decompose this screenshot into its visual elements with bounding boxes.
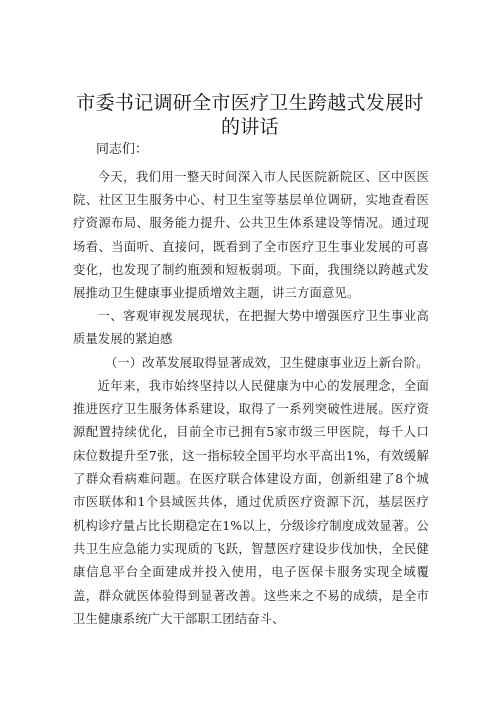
document-body bbox=[73, 166, 429, 631]
subsection-heading-1: （一）改革发展取得显著成效，卫生健康事业迈上新台阶。 bbox=[104, 355, 429, 370]
section-heading-1: 一、客观审视发展现状，在把握大势中增强医疗卫生事业高质量发展的紧迫感 bbox=[73, 309, 429, 347]
salutation: 同志们： bbox=[96, 142, 149, 157]
body-paragraph: 近年来，我市始终坚持以人民健康为中心的发展理念，全面推进医疗卫生服务体系建设，取得了一系列突破性进展。医疗资源配置持续优化，目前全市已拥有5家市级三甲医院，每千人口床位数提升至7张，这一指标较全国平均水平高出1%，有效缓解了群众看病难问题。在医疗联合体建设方面，创新组建了8个城市医联体和1个县域医共体，通过优质医疗资源下沉，基层医疗机构诊疗量占比长期稳定在1%以上，分级诊疗制度成效显著。公共卫生应急能力实现质的飞跃，智慧医疗建设步伐加快，全民健康信息平台全面建成并投入使用，电子医保卡服务实现全域覆盖，群众就医体验得到显著改善。这些来之不易的成绩，是全市卫生健康系统广大干部职工团结奋斗、 bbox=[73, 378, 429, 626]
intro-paragraph: 今天，我们用一整天时间深入市人民医院新院区、区中医医院、社区卫生服务中心、村卫生室等基层单位调研，实地查看医疗资源布局、服务能力提升、公共卫生体系建设等情况。通过现场看、当面听、直接问，既看到了全市医疗卫生事业发展的可喜变化，也发现了制约瓶颈和短板弱项。下面，我围绕以跨越式发展推动卫生健康事业提质增效主题，讲三方面意见。 bbox=[73, 170, 429, 301]
document-title: 市委书记调研全市医疗卫生跨越式发展时的讲话 bbox=[76, 92, 424, 138]
